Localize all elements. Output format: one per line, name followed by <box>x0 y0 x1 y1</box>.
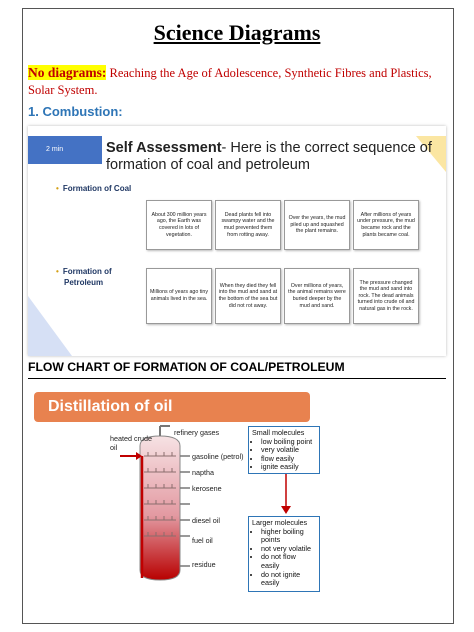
fraction-diesel-oil: diesel oil <box>192 516 220 525</box>
divider-rule <box>28 378 446 379</box>
page-title: Science Diagrams <box>153 20 321 45</box>
larger-molecules-box <box>248 516 320 592</box>
small-molecules-box <box>248 426 320 474</box>
coal-steps <box>146 200 419 250</box>
heated-crude-text-2: oil <box>110 443 118 452</box>
small-item: • ignite easily <box>261 463 316 472</box>
no-diagrams-text: Reaching the Age of Adolescence, Synthetic Fibres and Plastics, Solar System. <box>28 66 432 97</box>
petroleum-label-2: Petroleum <box>64 278 104 287</box>
down-arrowhead <box>281 506 291 514</box>
slide-title <box>106 140 446 174</box>
distillation-figure <box>28 390 328 600</box>
distillation-banner: Distillation of oil <box>34 392 310 422</box>
coal-label: Formation of Coal <box>62 184 132 193</box>
heated-crude-label <box>110 434 152 452</box>
no-diagrams-label: No diagrams: <box>28 65 107 80</box>
bullet-icon: • <box>56 184 59 193</box>
small-molecules-heading: Small molecules <box>252 428 305 437</box>
side-outlets <box>180 456 190 566</box>
fraction-kerosene: kerosene <box>192 484 222 493</box>
large-item: • do not ignite easily <box>261 571 316 588</box>
coal-bullet <box>56 184 131 193</box>
petroleum-step-2: When they died they fell into the mud and sand at the bottom of the sea but did not rot away. <box>215 268 281 324</box>
fraction-fuel-oil: fuel oil <box>192 536 213 545</box>
flow-chart-heading: FLOW CHART OF FORMATION OF COAL/PETROLEUM <box>28 360 345 374</box>
section-combustion-heading: 1. Combustion: <box>28 104 123 119</box>
large-item: • higher boiling points <box>261 528 316 545</box>
time-tag: 2 min <box>28 136 102 164</box>
no-diagrams-note <box>28 64 440 99</box>
self-assessment-slide <box>28 126 446 356</box>
coal-step-1: About 300 million years ago, the Earth was covered in lots of vegetation. <box>146 200 212 250</box>
small-item: • flow easily <box>261 455 316 464</box>
coal-step-4: After millions of years under pressure, the mud became rock and the plants became coal. <box>353 200 419 250</box>
petroleum-step-4: The pressure changed the mud and sand into rock. The dead animals turned into crude oil and natural gas in the rock. <box>353 268 419 324</box>
slide-title-rest: - Here is the correct sequence of formation of coal and petroleum <box>106 140 432 173</box>
petroleum-step-1: Millions of years ago tiny animals lived in the sea. <box>146 268 212 324</box>
petroleum-bullet <box>56 266 112 288</box>
small-item: • low boiling point <box>261 438 316 447</box>
column-body <box>140 436 180 580</box>
fraction-gasoline: gasoline (petrol) <box>192 452 244 461</box>
fraction-naptha: naptha <box>192 468 214 477</box>
larger-molecules-heading: Larger molecules <box>252 518 308 527</box>
coal-step-3: Over the years, the mud piled up and squashed the plant remains. <box>284 200 350 250</box>
small-item: • very volatile <box>261 446 316 455</box>
fraction-refinery-gases: refinery gases <box>174 428 220 437</box>
large-item: • do not flow easily <box>261 553 316 570</box>
heated-crude-text: heated crude <box>110 434 152 443</box>
fraction-residue: residue <box>192 560 216 569</box>
large-item: • not very volatile <box>261 545 316 554</box>
bullet-icon: • <box>56 267 59 276</box>
petroleum-step-3: Over millions of years, the animal remains were buried deeper by the mud and sand. <box>284 268 350 324</box>
petroleum-label-1: Formation of <box>62 267 112 276</box>
slide-decoration-bottom <box>28 296 72 356</box>
slide-title-bold: Self Assessment <box>106 140 222 156</box>
petroleum-steps <box>146 268 419 324</box>
coal-step-2: Dead plants fell into swampy water and the mud prevented them from rotting away. <box>215 200 281 250</box>
